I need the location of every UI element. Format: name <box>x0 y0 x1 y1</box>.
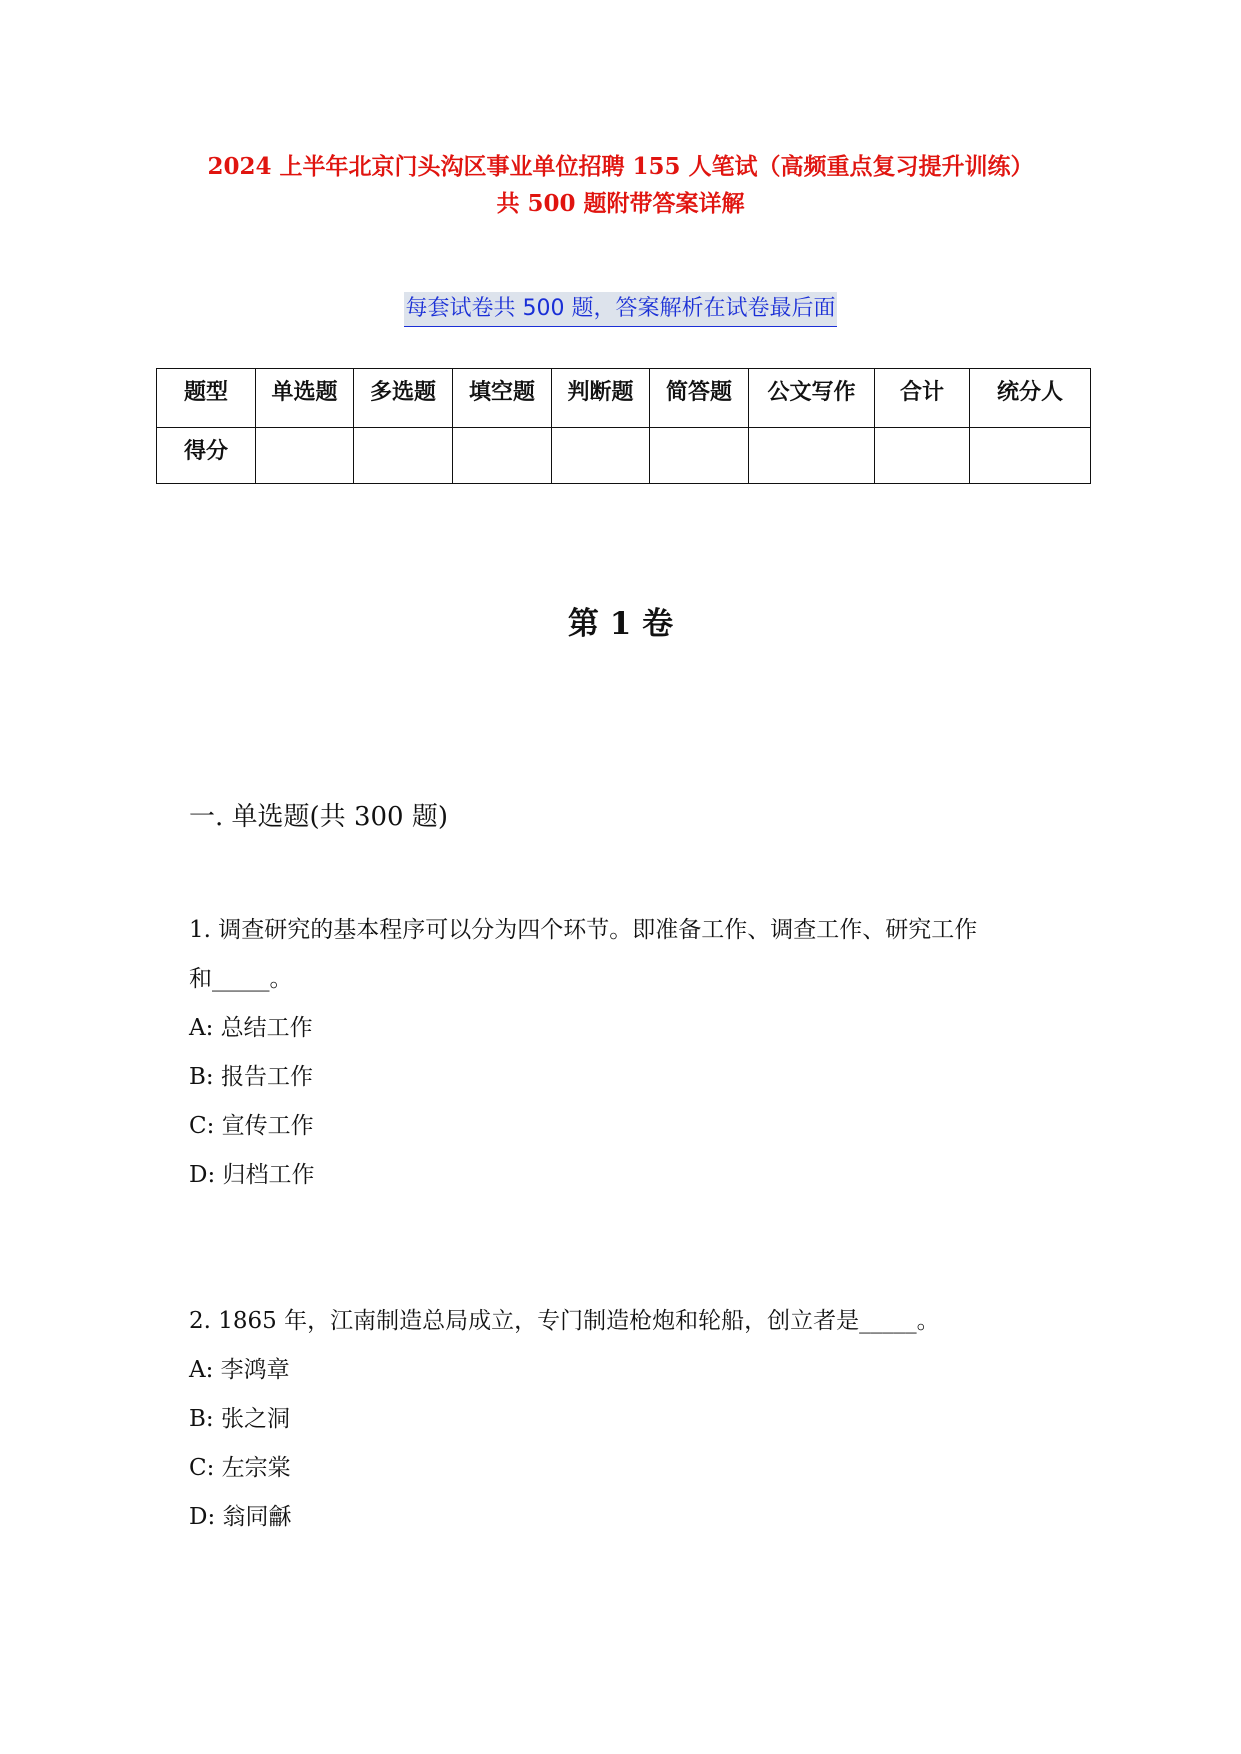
header-cell-official-writing: 公文写作 <box>749 369 875 428</box>
score-cell <box>970 428 1091 484</box>
title-line-2: 共 500 题附带答案详解 <box>496 190 745 217</box>
question-2 <box>189 1297 1069 1542</box>
title-line-1: 2024 上半年北京门头沟区事业单位招聘 155 人笔试（高频重点复习提升训练） <box>207 153 1034 180</box>
score-cell <box>453 428 552 484</box>
header-cell-multiple-choice: 多选题 <box>354 369 453 428</box>
option-c: C: 宣传工作 <box>189 1113 314 1139</box>
option-c: C: 左宗棠 <box>189 1455 291 1481</box>
question-1 <box>189 906 1069 1200</box>
score-table-score-row <box>157 428 1091 484</box>
question-stem-line: 和_____。 <box>189 966 293 992</box>
header-cell-short-answer: 简答题 <box>650 369 749 428</box>
section-title: 一. 单选题(共 300 题) <box>189 802 448 832</box>
exam-subtitle <box>0 292 1241 327</box>
option-b: B: 张之洞 <box>189 1406 290 1432</box>
header-cell-type: 题型 <box>157 369 256 428</box>
option-a: A: 总结工作 <box>189 1015 313 1041</box>
score-table-header-row <box>157 369 1091 428</box>
score-row-label: 得分 <box>157 428 256 484</box>
score-cell <box>749 428 875 484</box>
subtitle-text: 每套试卷共 500 题，答案解析在试卷最后面 <box>404 292 838 327</box>
score-cell <box>875 428 970 484</box>
header-cell-fill-blank: 填空题 <box>453 369 552 428</box>
option-b: B: 报告工作 <box>189 1064 313 1090</box>
score-table <box>156 368 1091 484</box>
score-cell <box>650 428 749 484</box>
score-cell <box>256 428 354 484</box>
volume-title: 第 1 卷 <box>567 606 674 642</box>
header-cell-scorer: 统分人 <box>970 369 1091 428</box>
header-cell-single-choice: 单选题 <box>256 369 354 428</box>
option-d: D: 翁同龢 <box>189 1504 292 1530</box>
score-cell <box>552 428 650 484</box>
header-cell-true-false: 判断题 <box>552 369 650 428</box>
option-d: D: 归档工作 <box>189 1162 315 1188</box>
document-title <box>0 148 1241 222</box>
score-cell <box>354 428 453 484</box>
header-cell-total: 合计 <box>875 369 970 428</box>
question-stem-line: 1. 调查研究的基本程序可以分为四个环节。即准备工作、调查工作、研究工作 <box>189 917 978 943</box>
option-a: A: 李鸿章 <box>189 1357 290 1383</box>
question-stem-line: 2. 1865 年，江南制造总局成立，专门制造枪炮和轮船，创立者是_____。 <box>189 1308 940 1334</box>
